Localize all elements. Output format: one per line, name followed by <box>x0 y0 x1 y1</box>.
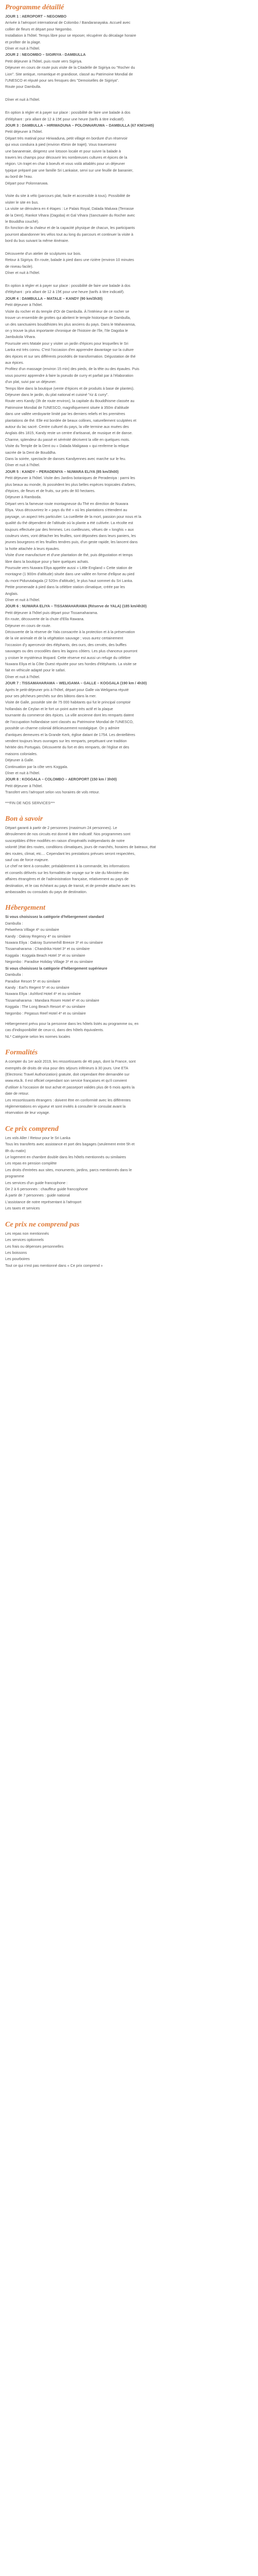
day-line: Petit déjeuner à l'hôtel. <box>5 302 43 308</box>
day-line: de niveau facile). <box>5 264 34 269</box>
day-line: Charme, splendeur du passé et sérénité décrivent la ville en quelques mots. <box>5 437 130 442</box>
bon-a-savoir-line: susceptibles d'être modifiés en raison d'impératifs indépendants de notre <box>5 838 125 843</box>
day-line: Temps libre dans la boutique (vente d'épices et de produits à base de plantes). <box>5 386 135 391</box>
day-line: de la vie animale et de la végétation sauvage ; vous aurez certainement <box>5 636 123 641</box>
day-line: Jambukola Vihara. <box>5 334 36 340</box>
day-line: Patrimoine Mondial de l'UNESCO, magnifiquement située à 350m d'altitude <box>5 405 130 410</box>
prix-comprend-item: Le logement en chambre double dans les hôtels mentionnés ou similaires <box>5 1155 126 1160</box>
formalites-line: d'utiliser à l'occasion de tout achat et passeport valides plus de 6 mois après la <box>5 1084 135 1090</box>
day-line: Dîner et nuit à l'hôtel. <box>5 770 40 775</box>
day-title: JOUR 8 : KOGGALA – COLOMBO – AEROPORT (150 km / 3h00) <box>5 777 117 782</box>
day-line: pourront abandonner les vélos tout au long du parcours et continuer la visite à <box>5 232 134 237</box>
hotel-line: Koggala : The Long Beach Resort 4* ou similaire <box>5 1004 86 1009</box>
bon-a-savoir-line: Départ garanti à partir de 2 personnes (maximum 24 personnes). Le <box>5 825 117 830</box>
day-line: jeunes bourgeons et les feuilles tendres puis, d'un geste rapide, les lancent dans <box>5 540 138 545</box>
formalites-line: réservation de leur voyage. <box>5 1110 50 1115</box>
hotel-line: Nuwara Eliya : Ashford Hotel 4* et ou similaire <box>5 991 81 996</box>
day-line: Petit déjeuner à l'hôtel. <box>5 129 43 134</box>
day-line: Petit déjeuner à l'hôtel. <box>5 783 43 788</box>
day-line: Dîner et nuit à l'hôtel. <box>5 97 40 102</box>
hebergement-footer <box>5 1021 253 1040</box>
day-line: Nuwara Eliya et la Côte Ouest réputée pour ses hordes d'éléphants. La visite se <box>5 662 137 667</box>
hebergement-note: cas d'indisponibilité de ceux-ci, dans des hôtels équivalents. <box>5 1028 104 1033</box>
day-line: vous pourrez apprendre à faire la pseudo de curry et parfait par à l'élaboration <box>5 373 134 378</box>
day-line: possède un charme colonial délicieusement nostalgique. On y admire <box>5 726 120 731</box>
day-line: plantations de thé. Elle est bordée de beaux collines, naturellement sculptées et <box>5 418 137 423</box>
day-line: montagne (1 900m d'altitude) située dans une vallée en forme d'ellipse au pied <box>5 572 135 577</box>
day-line <box>5 90 253 97</box>
bon-a-savoir-line: destination, et le cas échéant au pays de transit, et de prendre attache avec les <box>5 883 136 888</box>
bon-a-savoir-line: ambassades ou consulats du pays de destination. <box>5 890 88 895</box>
day-title: JOUR 5 : KANDY – PERADENIYA – NUWARA ELIYA (85 km/3h00) <box>5 469 119 474</box>
day-line: Visite de Galle, possède site de 75 000 habitants qui fut le principal comptoir <box>5 700 131 705</box>
day-line: Lanka est très connu. C'est l'occasion d'en apprendre davantage sur la culture <box>5 347 134 352</box>
bon-a-savoir-line: Le chef ne tient à consulter, préalablement à la commande, les informations <box>5 864 130 869</box>
prix-comprend-item: De 2 à 6 personnes : chauffeur guide francophone <box>5 1187 88 1192</box>
day-line: bord du bus suivant la même itinéraire. <box>5 238 69 243</box>
day-line: Départ pour Polonnaruwa. <box>5 180 49 186</box>
day-line: trouve un ensemble de grottes qui abritent le temple historique de Dambulla, <box>5 315 131 320</box>
formalites-line: A compter du 1er août 2019, les ressortissants de 46 pays, dont la France, sont <box>5 1059 136 1064</box>
hebergement-superieure-list <box>5 972 253 1017</box>
day-line: d'épices, de fleurs et de fruits, sur près de 60 hectares. <box>5 488 95 494</box>
day-line: de l'occupation hollandaise sont classés au Patrimoine Mondial de l'UNESCO, <box>5 719 134 724</box>
day-line: Visite du rocher et du temple d'Or de Dambulla. À l'intérieur de ce rocher se <box>5 309 130 314</box>
day-line: Route vers Kandy (3h de route environ), la capitale du Bouddhisme classée au <box>5 398 135 404</box>
prix-comprend-item: Les services d'un guide francophone : <box>5 1180 68 1185</box>
hotel-line: Nuwara Eliya : Oakray Summerhill Breeze 3* et ou similaire <box>5 940 103 945</box>
day-line: Anglais. <box>5 591 19 596</box>
day-line: Anglais dès 1815, Kandy reste un centre d'artisanat, de musique et de danse. <box>5 431 133 436</box>
day-line: dans une vallée verdoyante limité par les derniers reliefs et les premières <box>5 411 125 417</box>
day-line: tournante du commerce des épices. La ville ancienne dont les remparts datent <box>5 713 134 718</box>
day-line: Visite du Temple de la Dent ou « Dalada Maligawa » qui renferme la relique <box>5 443 129 449</box>
day-line: vendent toujours leurs ouvrages sur les remparts, perpétuant une tradition <box>5 738 127 743</box>
day-line <box>5 103 253 110</box>
day-line: collier de fleurs et départ pour Negombo. <box>5 26 73 32</box>
prix-comprend-item: Les vols Aller / Retour pour le Sri Lanka <box>5 1135 71 1140</box>
bon-a-savoir-line: déroulement de nos circuits est donné à titre indicatif. Nos programmes sont <box>5 832 131 837</box>
prix-ne-comprend-list <box>5 1231 253 1269</box>
day-line: Transfert vers l'aéroport selon vos horaires de vols retour. <box>5 790 100 795</box>
day-line: sacrée de la Dent de Bouddha. <box>5 450 57 455</box>
day-line: En option à régler et à payer sur place : possibilité de faire une balade à dos <box>5 283 131 288</box>
prix-ne-comprend-heading: Ce prix ne comprend pas <box>5 1220 79 1229</box>
day-title: JOUR 6 : NUWARA ELIYA – TISSAMAHARAMA (Réserve de YALA) (185 km/4h30) <box>5 604 147 609</box>
prix-ne-comprend-item: Les pourboires <box>5 1256 30 1262</box>
day-line: Départ vers la fameuse route montagneuse du Thé en direction de Nuwara <box>5 501 128 506</box>
day-line: une bananeraie, dirigerez une lotsoon locale et pour suivre la balade à <box>5 148 121 154</box>
hebergement-note: Hébergement prévu pour la personne dans les hôtels listés au programme ou, en <box>5 1021 139 1026</box>
day-line: Dans la soirée, spectacle de danses Kandyennes avec marche sur le feu. <box>5 456 126 462</box>
page <box>0 0 258 1269</box>
day-line: Lion". Site antique, romantique et grandiose, classé au Patrimoine Mondial de <box>5 71 133 76</box>
prix-comprend-item: Les repas en pension complète <box>5 1161 57 1166</box>
day-line: qualité du thé dépendent de l'altitude où la plante a été cultivée. La récolte est <box>5 520 133 526</box>
prix-comprend-list <box>5 1135 253 1212</box>
day-line: Déjeuner en cours de route puis visite de la Citadelle de Sigiriya ou "Rocher du <box>5 65 135 70</box>
day-line: paysage, un aspect très particulier. La cueillette de la mort, passion pour nous et la <box>5 514 141 519</box>
programme-heading: Programme détaillé <box>5 4 64 11</box>
day-line: région. Un trajet en char à boeufs et vous voilà attablés pour un déjeuner <box>5 161 125 166</box>
day-line: la hotte attachée à leurs épaules. <box>5 546 60 551</box>
day-line: autour du lac sacré. Centre culturel du pays, la ville termine aux muées des <box>5 424 129 429</box>
day-line: Eliya. Vous découvrirez le « pays du thé » où les plantations s'étendent au <box>5 508 127 513</box>
day-line: Déjeuner dans le jardin, du plat national et cuisiné "riz & curry". <box>5 392 109 397</box>
day-line: hollandais de Ceylan et le fort un point autre très actif et la plaque <box>5 706 113 711</box>
formalites-line: www.eta.lk. Il est officiel cependant son service françaises et qu'il convient <box>5 1078 127 1083</box>
prix-comprend-item: L'assistance de notre représentant à l'aéroport <box>5 1199 82 1204</box>
formalites-text <box>5 1059 253 1116</box>
hebergement-standard-title: Si vous choisissez la catégorie d'hébergement standard <box>5 914 104 919</box>
day-line: maisons coloniales. <box>5 751 38 756</box>
bon-a-savoir-text <box>5 825 253 895</box>
day-line: Dîner et nuit à l'hôtel. <box>5 597 40 602</box>
day-line: d'un plat, suivi par un déjeuner. <box>5 379 57 385</box>
hebergement-superieure-title: Si vous choisissez la catégorie d'hébergement supérieure <box>5 965 107 971</box>
day-line: La visite se déroulera en 4 étapes : Le Palais Royal, Dalada Maluwa (Terrasse <box>5 206 134 211</box>
day-line: d'éléphant : prix allant de 12 à 15€ pour une heure (tarifs à titre indicatif). <box>5 289 125 295</box>
prix-ne-comprend-item: Tout ce qui n'est pas mentionné dans « Ce prix comprend » <box>5 1263 103 1268</box>
day-line: Profitez d'un massage (environ 15 min) des pieds, de la tête ou des épaules. Puis <box>5 366 139 372</box>
day-line: Déjeuner à Galle. <box>5 758 34 763</box>
end-note: ***FIN DE NOS SERVICES*** <box>5 800 55 805</box>
prix-comprend-item: À partir de 7 personnes : guide national <box>5 1193 70 1198</box>
bon-a-savoir-heading: Bon à savoir <box>5 815 43 823</box>
day-line: des épices et sur ses différents procédés de transformation. Dégustation de thé <box>5 354 136 359</box>
day-line: Déjeuner à Ramboda. <box>5 495 42 500</box>
day-line: visiter le site en bus. <box>5 200 39 205</box>
day-title: JOUR 3 : DAMBULLA – HIRIWADUNA – POLONNARUWA – DAMBULLA (67 KM/1H45) <box>5 122 154 128</box>
day-line: typique préparé par une famille Sri Lankaise, servi sur une feuille de bananier, <box>5 167 134 173</box>
programme-days <box>5 13 253 796</box>
day-line: couleurs vives, vont détacher les feuilles, sont déposées dans leurs paniers, les <box>5 533 136 538</box>
hotel-line: Negombo : Pegasus Reef Hotel 4* et ou similaire <box>5 1010 86 1016</box>
day-line: Déjeuner en cours de route. <box>5 623 52 628</box>
day-line <box>5 187 253 193</box>
hotel-line: Negombo : Paradise Holiday Village 3* et ou similaire <box>5 959 93 964</box>
prix-ne-comprend-item: Les services optionnels <box>5 1237 44 1243</box>
day-line: l'UNESCO et réputé pour ses fresques des "Demoiselles de Sigiriya". <box>5 78 119 83</box>
day-line <box>5 277 253 283</box>
day-line: l'occasion d'y apercevoir des éléphants, des ours, des cerviés, des buffles <box>5 642 127 647</box>
formalites-line: date de retour. <box>5 1091 29 1096</box>
prix-ne-comprend-item: Les frais ou dépenses personnelles <box>5 1244 64 1249</box>
bon-a-savoir-line: sauf cas de force majeure. <box>5 857 49 862</box>
day-line: Petit déjeuner à l'hôtel puis départ pour Tissamaharama. <box>5 610 98 615</box>
day-line: Dîner et nuit à l'hôtel. <box>5 463 40 468</box>
prix-comprend-item: Les droits d'entrées aux sites, monuments, jardins, parcs mentionnés dans le <box>5 1167 132 1172</box>
formalites-line: réglementations en vigueur et sont invités à consulter le consulat avant la <box>5 1104 126 1109</box>
hotel-line: Pelwehera Village 4* ou similaire <box>5 927 59 932</box>
formalites-heading: Formalités <box>5 1049 38 1057</box>
day-line: y croiser le mystérieux léopard. Cette réserve est aussi un refuge du célèbre <box>5 655 131 660</box>
day-line: sauvages ou des crocodiles dans les lagons côtiers. Les plus chanceux pourront <box>5 649 138 654</box>
day-line: pour ses pêcheurs perchés sur des bâtons dans la mer. <box>5 694 96 699</box>
hotel-line: Kandy : Oakray Regency 4* ou similaire <box>5 933 71 939</box>
bon-a-savoir-line: affaires étrangères et de l'administration française, relativement au pays de <box>5 877 128 882</box>
hebergement-heading: Hébergement <box>5 904 45 912</box>
day-line: d'antiques demeures et la Grande Kerk, église datant de 1754. Les dentellières <box>5 732 135 737</box>
day-line: En route, découverte de la chute d'Ella Rawana. <box>5 617 85 622</box>
day-line: aux épices. <box>5 360 24 365</box>
day-line: Route pour Dambulla. <box>5 84 41 89</box>
day-line: Dîner et nuit à l'hôtel. <box>5 270 40 275</box>
prix-ne-comprend-item: Les boissons <box>5 1250 27 1255</box>
prix-comprend-item: 8h du matin) <box>5 1148 26 1153</box>
day-title: JOUR 7 : TISSAMAHARAMA – WELIGAMA – GALLE – KOGGALA (190 km / 4h30) <box>5 681 147 686</box>
day-line: En fonction de la chaleur et de la capacité physique de chacun, les participants <box>5 225 135 231</box>
hotel-line: Dambulla : <box>5 921 23 926</box>
day-line: Poursuite vers Nuwara Eliya appelée aussi « Little England » Cette station de <box>5 565 133 570</box>
day-line: Installation à l'hôtel. Temps libre pour se reposer, récupérer du décalage horaire <box>5 33 136 38</box>
day-line: Après le petit-déjeuner pris à l'hôtel, départ pour Galle via Weligama réputé <box>5 687 129 692</box>
formalites-line: Les ressortissants étrangers : doivent être en conformité avec les différentes <box>5 1097 131 1102</box>
hebergement-note: NL* Catégorie selon les normes locales <box>5 1034 70 1039</box>
prix-comprend-item: Tous les transferts avec assistance et port des bagages (seulement entre 5h et <box>5 1142 135 1147</box>
day-line: Visite du site à vélo (parcours plat, facile et accessible à tous). Possibilité de <box>5 193 131 198</box>
day-title: JOUR 4 : DAMBULLA – MATALE – KANDY (90 km/3h30) <box>5 296 103 301</box>
day-line: travers les champs pour découvrir les nombreuses cultures et épices de la <box>5 155 127 160</box>
day-line: d'éléphant : prix allant de 12 à 15€ pour une heure (tarifs à titre indicatif). <box>5 116 125 121</box>
day-line: Visite d'une manufacture et d'une plantation de thé, puis dégustation et temps <box>5 553 133 558</box>
hotel-line: Dambulla : <box>5 972 23 977</box>
prix-comprend-heading: Ce prix comprend <box>5 1125 59 1133</box>
hebergement-standard-list <box>5 921 253 965</box>
prix-ne-comprend-item: Les repas non mentionnés <box>5 1231 49 1236</box>
day-line: le Bouddha couché). <box>5 219 39 224</box>
day-line: du mont Pidurutalagala (2 520m d'altitude), le plus haut sommet du Sri Lanka. <box>5 578 133 583</box>
day-line: on y trouve la plus importante chronique de l'histoire de l'île, l'Ile Dagoba le <box>5 328 128 333</box>
hotel-line: Koggala : Koggala Beach Hotel 3* et ou similaire <box>5 953 86 958</box>
day-line: Départ très matinal pour Hiriwaduna, petit village en bordure d'un réservoir <box>5 135 128 141</box>
day-line: plus beaux au monde, ils possèdent les plus belles espèces tropicales d'arbres, <box>5 482 136 487</box>
day-line: toujours effectuée par des femmes. Les cueilleuses, vêtues de « longhis » aux <box>5 527 134 532</box>
day-line: En option à régler et à payer sur place : possibilité de faire une balade à dos <box>5 110 131 115</box>
day-line: Continuation par la côte vers Koggala. <box>5 764 68 769</box>
prix-comprend-item: programme <box>5 1174 24 1179</box>
day-line: Dîner et nuit à l'hôtel. <box>5 674 40 679</box>
hotel-line: Paradise Resort 5* et ou similaire <box>5 978 60 984</box>
day-line: Petit déjeuner à l'hôtel. Visite des Jardins botaniques de Peradeniya : parmi les <box>5 476 135 481</box>
day-title: JOUR 2 : NEGOMBO – SIGIRIYA - DAMBULLA <box>5 52 86 57</box>
prix-comprend-item: Les taxes et services <box>5 1206 40 1211</box>
day-line: Découverte de la réserve de Yala consacrée à la protection et à la préservation <box>5 630 135 634</box>
day-line: Retour à Sigiriya. En route, balade à pied dans une rizière (environ 10 minutes <box>5 257 134 263</box>
day-line: qui vous conduira à pied (environ 45min de trajet). Vous traverserez <box>5 142 117 147</box>
day-line: un des sanctuaires bouddhistes les plus anciens du pays. Dans le Mahavamsa, <box>5 321 136 327</box>
day-title: JOUR 1 : AEROPORT – NEGOMBO <box>5 14 67 19</box>
bon-a-savoir-line: volonté (état des routes, conditions climatiques, jours de marchés, horaires de bateaux, état <box>5 845 156 850</box>
day-line: et profiter de la plage. <box>5 39 41 44</box>
hotel-line: Tissamaharama : Chandrika Hotel 3* et ou similaire <box>5 946 90 952</box>
day-line <box>5 244 253 251</box>
day-line: de la Dent), Rankot Vihara (Dagoba) et Gal Vihara (Sanctuaire du Rocher avec <box>5 212 135 218</box>
bon-a-savoir-line: des routes, climat, etc.... Cependant les prestations prévues seront respectées, <box>5 851 136 856</box>
bon-a-savoir-line: et conseils délivrés sur les formalités de voyage sur le site du Ministère des <box>5 870 129 875</box>
day-line: Petite promenade à pied dans la célèbre station climatique, créée par les <box>5 585 125 590</box>
day-line: héritée des Portugais. Découverte du fort et des remparts, de l'église et des <box>5 745 130 750</box>
day-line: Petit déjeuner à l'hôtel, puis route vers Sigiriya. <box>5 58 83 64</box>
day-line: Découverte d'un atelier de sculptures sur bois. <box>5 251 82 256</box>
day-line: fait en véhicule adapté pour le safari. <box>5 668 66 673</box>
day-line: au bord de l'eau. <box>5 174 33 179</box>
day-line: Dîner et nuit à l'hôtel. <box>5 46 40 51</box>
day-line: libre dans la boutique pour y faire quelques achats. <box>5 559 89 564</box>
hotel-line: Tissamaharama : Mandara Rosen Hotel 4* et ou similaire <box>5 998 100 1003</box>
formalites-line: exemptés de droits de visa pour des séjours inférieurs à 30 jours. Une ETA <box>5 1065 128 1070</box>
hotel-line: Kandy : Earl's Regent 5* et ou similaire <box>5 985 70 990</box>
day-line: Arrivée à l'aéroport international de Colombo / Bandaranayaka. Accueil avec <box>5 20 131 25</box>
day-line: Poursuite vers Matale pour y visiter un jardin d'épices pour lesquelles le Sri <box>5 341 128 346</box>
formalites-line: (Electronic Travel Authorization) gratuite, doit cependant être demandée sur <box>5 1071 130 1077</box>
